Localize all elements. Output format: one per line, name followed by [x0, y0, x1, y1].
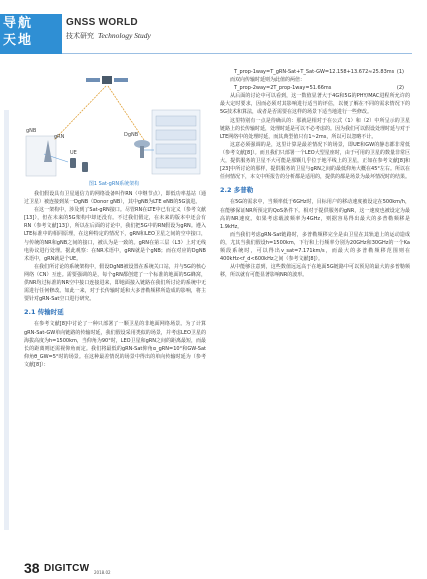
column-subtitle — [66, 31, 151, 41]
margin-strip — [4, 110, 9, 530]
paragraph: 这里特别有一点是待确认的：那就是相对于在公式（1）和（2）中所呈示的卫星链路上的长传输时延，处理时延是可以不必考虑的。因为我们可以假设处理时延与对于LTE网络中的处理时延，而其典型值只有1~2ms，所以可以忽略不计。 — [220, 117, 411, 140]
logo-line-2: 天地 — [3, 33, 34, 48]
paragraph: 在我们所讨论的系统架构中，假设DgNB被设置在系统关口站，并与5G的核心网络（CN）互连。需要强调的是，每个gRN都创建了一个标准的地面的5G蜂窝，供NR均过标准的NR空中接口连接进来，即地面接入链路在我们所讨论的系统中无需进行任何修改。如此一来，对于长传输时延和大多普勒频移所造成的影响，将主要针对gRN-Sat空口进行研究。 — [24, 263, 206, 303]
paragraph: 而当我们考虑gRN-Sat链路时，多普勒频移完全是由卫星在其轨道上的运动造成的，尤其当我们假设h=1500km，下行和上行频率分别为20GHz和30GHz的一个Ka频段系统时，可以得出v_sat=7.171km/s，而最大的多普勒频移范围则在400kHz<f_d<600kHz之间（参考文献[8]）。 — [220, 231, 410, 263]
left-column — [24, 190, 206, 369]
equation-2-number: (2) — [396, 85, 404, 92]
figure-label-ue: UE — [70, 150, 77, 156]
paragraph: 在5G的需求中，当频率低于6GHz时，目标用户的移动速度被设定在500km/h，在能够保证NR所预定的QoS条件下。相对于提供服务的gNR，这一速度也被设定为最高的NR速度。如果考虑载波频率为4GHz，则据容易得出最大的多普勒频移是1.9kHz。 — [220, 199, 410, 230]
figure-label-dgnb: DgNB — [124, 132, 139, 138]
paragraph: 在参考文献[8]中讨论了一种只部署了一颗卫星的非地面网络场景。为了计算gRN-Sat-GW单向链路的传输时延，我们假设采用类似的场景，并考虑LEO卫星的海拔高度为h=1500km，当仰角为90°时，LEO卫星和gRN之间的距离最短，而最长的距离则还需视仰角而定。我们将最低的gRN-Sat仰角α_gRN=10°和GW-Sat仰角θ_GW=5°时的场景。在这种最差情况的场景中得出的单向传输时延为（参考文献[8]）： — [24, 321, 206, 368]
paragraph: 在这一架构中，涉及到了Sat-gRN接口。尽管RN在LTE中已有定义（参考文献[13]），但在未来的5G架构中却还没有。不过我们假定，在未来的版本中还会有RN（参考文献[13]），所以在后面的讨论中，我们把5G中的RN假设为gRN。遵入LTE标准中的相同原理，在这种特定的情况下，gRN和LEO卫星之间的空中接口，与传统的NR和gNB之间的接口，被认为是一致的。gRN在第三层（L3）上对无线电协议进行处理。据此观察：在NR术语中，gRN就是个gNB；而在对应的DgNB术语中，gRN就是个UE。 — [24, 207, 206, 262]
system-architecture-figure — [24, 66, 204, 178]
section-heading-doppler: 2.2 多普勒 — [220, 186, 254, 195]
equation-2-text: T_prop-2way=2T_prop-1way=51.66ms — [234, 85, 332, 92]
equation-1 — [220, 68, 410, 76]
footer-brand: DIGITCW — [44, 563, 90, 574]
equation-1-number: (1) — [396, 69, 404, 75]
right-column — [220, 68, 410, 279]
figure-label-grn: gRN — [54, 134, 65, 140]
page-number: 38 — [24, 560, 40, 576]
page-margin — [0, 0, 16, 579]
figure-label-gnb: gNB — [26, 128, 37, 134]
magazine-title: GNSS WORLD — [66, 17, 138, 28]
subtitle-en: Technology Study — [98, 31, 151, 40]
paragraph: 这意必须强调的是，这里计算是最差情况下的场景，即UE和GW的静态都非常低（参考文献[8]）。而且我们只部署一个LEO大型星座时，由于可用的卫星的数量非常巨大，提供服务的卫星不大可能是那颗几乎位于地平线上的卫星，正如在参考文献[8]和[23]中所讨论的那样，提供服务的卫星与gRN之间的最低仰角大概在45°左右。所以在任何情况下，本文中所报告的分析都是适用的，提供的都是场景为最坏情况时的结果。 — [220, 141, 411, 181]
footer-date: 2018.02 — [94, 570, 111, 575]
equation-1-text: T_prop-1way=T_gRN-Sat+T_Sat-GW=12.158+13.672≈25.83ms — [234, 69, 395, 75]
figure-caption: 图1 Sat-gRN系统架构 — [88, 181, 140, 187]
header-divider — [62, 53, 412, 54]
subtitle-cn: 技术研究 — [66, 32, 94, 40]
logo-line-1: 导航 — [3, 16, 34, 31]
paragraph: 从后面的讨论中可以看到，这一数值显著大于4G和5G的PHY/MAC进程所允许的最大定时要求，因而必须对其影响进行适当的评估，以便了解在不同的需求情况下的5G技术和算法，或者是否需要在这样的场景下适当地进行一些修改。 — [220, 93, 410, 116]
ground-area — [26, 136, 56, 176]
paragraph: 我们假设具有卫星通信力的网络设备叫作RN（中继节点），即低功率基站（通过卫星）被连接到某一DgNB（Donor gNB），其中gNB为LTE eNB的5G演进。 — [24, 191, 206, 206]
paragraph: 从中能够注意到，这些数值远远高于在地面5G链路中可以预见的最大的多普勒频移，所以就有可能显著影响NR的波形。 — [220, 264, 410, 279]
paragraph: 而双向传输时延则为此值的两倍： — [230, 77, 306, 84]
section-heading-delay: 2.1 传输时延 — [24, 308, 64, 317]
page-header — [0, 0, 427, 56]
equation-2 — [220, 84, 410, 92]
